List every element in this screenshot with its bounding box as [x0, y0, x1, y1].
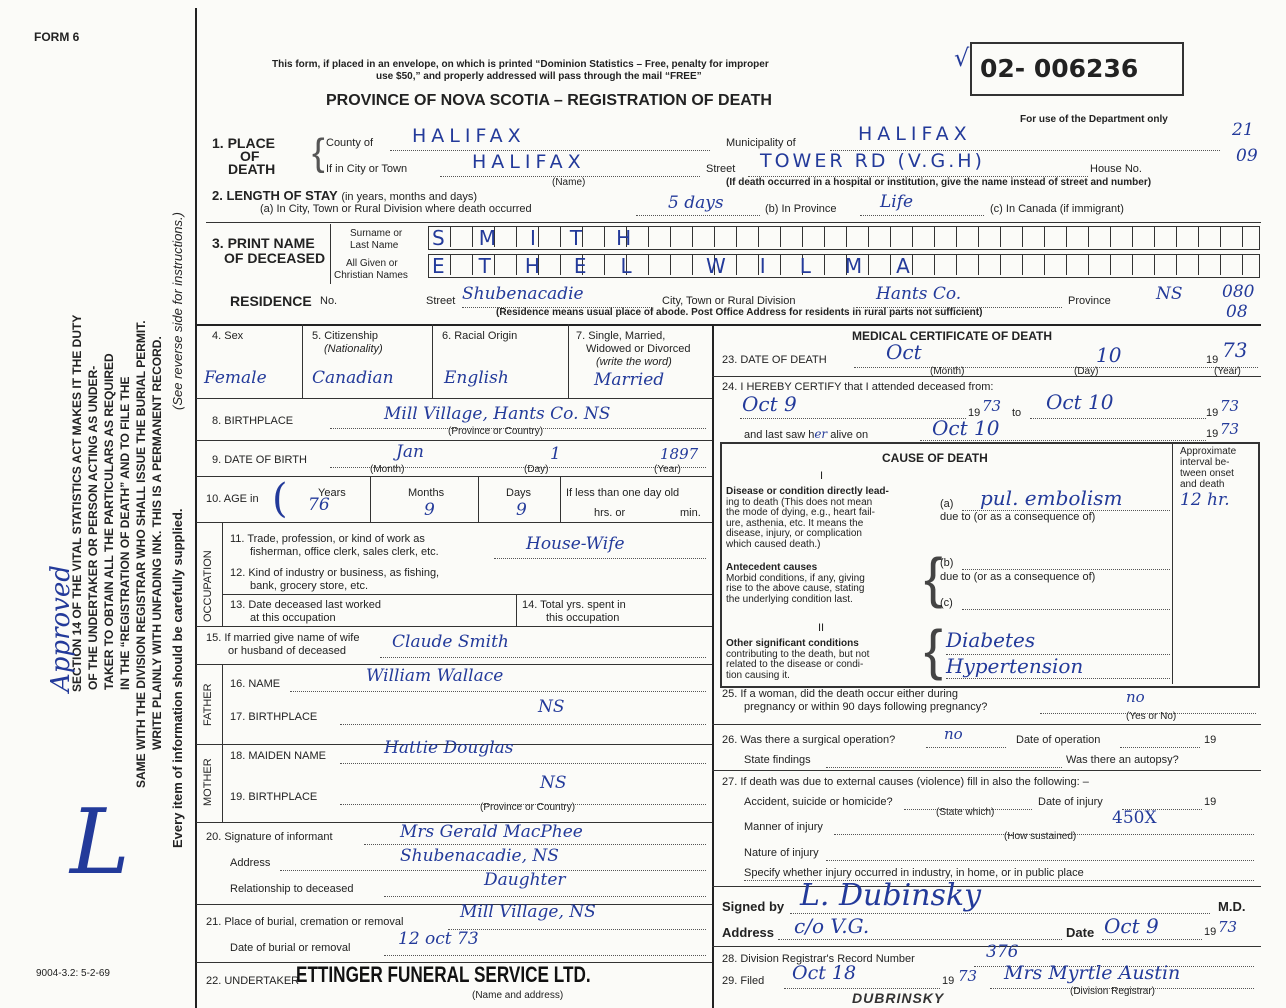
cause-b-line — [962, 569, 1170, 570]
last-worked-label-2: at this occupation — [250, 612, 336, 624]
direct-line-4: ure, asthenia, etc. It means the — [726, 517, 864, 529]
how-sustained-caption: (How sustained) — [1004, 831, 1077, 842]
row-14-bottom — [196, 626, 712, 627]
to-year-prefix: 19 — [1206, 407, 1219, 419]
alive-on-text: alive on — [830, 429, 869, 441]
q27-label: 27. If death was due to external causes (violence) fill in also the following: – — [722, 776, 1089, 788]
last-saw-year-prefix: 19 — [1206, 428, 1219, 440]
residence-city: Hants Co. — [876, 284, 962, 304]
record-number: 376 — [986, 942, 1019, 962]
main-top-rule — [196, 324, 1261, 326]
other-line-4: tion causing it. — [726, 669, 790, 681]
dod-label: 23. DATE OF DEATH — [722, 354, 827, 366]
surname-label-1: Surname or — [350, 228, 403, 239]
ante-line-2: Morbid conditions, if any, giving — [726, 572, 865, 584]
cause-title: CAUSE OF DEATH — [882, 451, 988, 465]
residence-no-label: No. — [320, 295, 338, 307]
mail-notice-1: This form, if placed in an envelope, on which is printed “Dominion Statistics – Free, penalty for improper — [272, 59, 769, 70]
q25-answer: no — [1126, 688, 1145, 706]
state-findings-line — [826, 767, 1062, 768]
interval-label-3: tween onset — [1180, 468, 1234, 479]
direct-line-3: the mode of dying, e.g., heart fail- — [726, 507, 875, 518]
cause-c-line — [962, 609, 1170, 610]
sex-label: 4. Sex — [212, 330, 244, 342]
margin-line-4: IN THE “REGISTRATION OF DEATH” AND TO FILE THE — [118, 376, 132, 690]
code-450x: 450X — [1112, 808, 1157, 828]
residence-street: Shubenacadie — [462, 284, 584, 304]
dob-year: 1897 — [660, 445, 699, 463]
spouse-label-1: 15. If married give name of wife — [206, 632, 360, 644]
city-value: HALIFAX — [472, 151, 586, 173]
row-8-bottom — [196, 440, 712, 441]
residence-label: RESIDENCE — [230, 293, 312, 309]
state-which-caption: (State which) — [936, 807, 995, 818]
dob-day-caption: (Day) — [524, 464, 549, 475]
other-line-1: Other significant conditions — [726, 638, 859, 649]
municipality-label: Municipality of — [726, 137, 796, 149]
div-months-days — [478, 476, 479, 522]
house-label: House No. — [1090, 163, 1142, 175]
yes-no-caption: (Yes or No) — [1126, 711, 1177, 722]
given-label-1: All Given or — [346, 258, 398, 269]
other-line-b — [946, 678, 1170, 679]
row-25-bottom — [712, 724, 1261, 725]
see-reverse-note: (See reverse side for instructions.) — [170, 212, 185, 410]
dod-year-caption: (Year) — [1214, 366, 1241, 377]
accident-label: Accident, suicide or homicide? — [744, 796, 893, 808]
street-value: TOWER RD (V.G.H) — [760, 150, 985, 172]
certify-label: 24. I HEREBY CERTIFY that I attended deceased from: — [722, 381, 994, 393]
days-label: Days — [506, 487, 532, 499]
physician-address-line — [778, 939, 1062, 940]
relationship-line — [384, 896, 706, 897]
margin-line-2: OF THE UNDERTAKER OR PERSON ACTING AS UNDER- — [86, 365, 100, 690]
dept-code-3: 080 — [1222, 282, 1255, 302]
last-saw-date: Oct 10 — [932, 416, 1000, 440]
form-number: FORM 6 — [34, 30, 80, 44]
stay-c-label: (c) In Canada (if immigrant) — [990, 203, 1124, 215]
surname-label-2: Last Name — [350, 240, 399, 251]
place-brace: { — [312, 132, 325, 174]
state-findings-label: State findings — [744, 754, 811, 766]
industry-label-1: 12. Kind of industry or business, as fishing, — [230, 567, 440, 579]
direct-cause-label — [726, 487, 889, 550]
dod-month-caption: (Month) — [930, 366, 965, 377]
informant-sig-line — [364, 844, 706, 845]
age-label: 10. AGE in — [206, 493, 259, 505]
roman-one: I — [820, 470, 824, 482]
initial-handwriting: L — [70, 790, 130, 895]
margin-line-1: SECTION 14 OF THE VITAL STATISTICS ACT MAKES IT THE DUTY — [70, 314, 84, 692]
stay-label-row — [212, 188, 477, 203]
operation-date-label: Date of operation — [1016, 734, 1101, 746]
last-saw-pronoun: er — [814, 427, 828, 441]
burial-date-label: Date of burial or removal — [230, 942, 351, 954]
years-label: Years — [318, 487, 346, 499]
form-title: PROVINCE OF NOVA SCOTIA – REGISTRATION OF DEATH — [326, 92, 772, 109]
row-4-bottom — [196, 398, 712, 399]
county-value: HALIFAX — [412, 125, 526, 147]
age-years: 76 — [308, 495, 330, 515]
informant-sig: Mrs Gerald MacPhee — [400, 822, 583, 842]
due-to-label-2: due to (or as a consequence of) — [940, 571, 1096, 583]
residence-city-label: City, Town or Rural Division — [662, 295, 796, 307]
father-birthplace-line — [340, 724, 706, 725]
burial-place: Mill Village, NS — [460, 902, 596, 922]
dob-label: 9. DATE OF BIRTH — [212, 454, 307, 466]
ante-line-1: Antecedent causes — [726, 562, 818, 573]
dob-month-caption: (Month) — [370, 464, 405, 475]
row-15-bottom — [196, 664, 712, 665]
div-5-6 — [432, 324, 433, 398]
dob-year-caption: (Year) — [654, 464, 681, 475]
industry-label-2: bank, grocery store, etc. — [250, 580, 368, 592]
direct-line-6: which caused death.) — [726, 538, 821, 550]
interval-label-1: Approximate — [1180, 446, 1237, 457]
interval-column-rule — [1172, 444, 1173, 684]
to-year: 73 — [1220, 397, 1240, 415]
residence-province-label: Province — [1068, 295, 1111, 307]
place-label-of: OF — [240, 148, 260, 164]
residence-province: NS — [1156, 284, 1183, 304]
medical-title: MEDICAL CERTIFICATE OF DEATH — [852, 329, 1052, 343]
antecedent-label — [726, 563, 865, 605]
mother-birthplace: NS — [540, 773, 567, 793]
father-birthplace-label: 17. BIRTHPLACE — [230, 711, 318, 723]
mother-birthplace-label: 19. BIRTHPLACE — [230, 791, 318, 803]
other-conditions-label — [726, 639, 869, 681]
relationship-label: Relationship to deceased — [230, 883, 354, 895]
last-saw-line — [920, 440, 1206, 441]
q26-answer: no — [944, 725, 963, 743]
relationship-value: Daughter — [484, 870, 566, 890]
approved-handwriting: Approved — [46, 565, 76, 692]
informant-address: Shubenacadie, NS — [400, 846, 559, 866]
div-years-months — [370, 476, 371, 522]
attended-from: Oct 9 — [742, 392, 797, 416]
surname-value: SMITH — [432, 226, 666, 250]
father-birthplace: NS — [538, 697, 565, 717]
q28-label: 28. Division Registrar's Record Number — [722, 953, 915, 965]
roman-two: II — [818, 622, 825, 634]
age-months: 9 — [424, 500, 435, 520]
name-top-rule — [206, 222, 1261, 223]
careful-note: Every item of information should be carefully supplied. — [170, 508, 185, 848]
from-year-prefix: 19 — [968, 407, 981, 419]
stay-a-line — [636, 215, 760, 216]
name-label-1: 3. PRINT NAME — [212, 235, 315, 251]
county-label: County of — [326, 137, 374, 149]
birthplace-label: 8. BIRTHPLACE — [212, 415, 294, 427]
residence-street-label: Street — [426, 295, 456, 307]
trade-label-1: 11. Trade, profession, or kind of work as — [230, 533, 425, 545]
dept-use-label: For use of the Department only — [1020, 114, 1168, 125]
attended-to: Oct 10 — [1046, 390, 1114, 414]
months-label: Months — [408, 487, 445, 499]
citizenship-sub: (Nationality) — [324, 343, 383, 355]
place-label: 1. PLACE — [212, 135, 276, 151]
burial-date: 12 oct 73 — [398, 929, 479, 949]
row-23-bottom — [712, 376, 1261, 377]
dod-day-caption: (Day) — [1074, 366, 1099, 377]
injury-date-label: Date of injury — [1038, 796, 1103, 808]
father-side-label: FATHER — [202, 683, 214, 726]
other-line-3: related to the disease or condi- — [726, 659, 864, 670]
registrar-signature: Mrs Myrtle Austin — [1004, 962, 1181, 984]
row-10-bottom — [196, 522, 712, 523]
trade-line — [494, 558, 706, 559]
mother-birthplace-caption: (Province or Country) — [480, 802, 576, 813]
direct-line-5: disease, injury, or complication — [726, 528, 862, 539]
registration-check: √ — [954, 44, 970, 72]
father-name-label: 16. NAME — [230, 678, 281, 690]
operation-date-line — [1120, 747, 1200, 748]
injury-year-prefix: 19 — [1204, 796, 1217, 808]
marital-label-3: (write the word) — [596, 356, 672, 368]
stay-b-label: (b) In Province — [765, 203, 837, 215]
dod-year-prefix: 19 — [1206, 354, 1219, 366]
marital-value: Married — [594, 370, 665, 390]
less-day-label: If less than one day old — [566, 487, 680, 499]
residence-note: (Residence means usual place of abode. Post Office Address for residents in rural parts not sufficient) — [496, 307, 983, 318]
cert-year-prefix: 19 — [1204, 926, 1217, 938]
informant-address-label: Address — [230, 857, 271, 869]
dob-day: 1 — [550, 444, 561, 464]
other-condition-2: Hypertension — [946, 654, 1084, 678]
signed-by-label: Signed by — [722, 899, 785, 914]
cause-a-label: (a) — [940, 498, 954, 510]
print-code: 9004-3.2: 5-2-69 — [36, 968, 110, 979]
birthplace-caption: (Province or Country) — [448, 426, 544, 437]
dob-month: Jan — [396, 442, 424, 462]
operation-year-prefix: 19 — [1204, 734, 1217, 746]
q29-label: 29. Filed — [722, 975, 765, 987]
citizenship-value: Canadian — [312, 368, 394, 388]
filed-date: Oct 18 — [792, 962, 857, 984]
q26-label: 26. Was there a surgical operation? — [722, 734, 896, 746]
citizenship-label: 5. Citizenship — [312, 330, 379, 342]
cert-year: 73 — [1218, 918, 1238, 936]
row-20-bottom — [196, 904, 712, 905]
to-line — [1030, 418, 1206, 419]
row-12-bottom — [222, 594, 712, 595]
autopsy-label: Was there an autopsy? — [1066, 754, 1179, 766]
md-label: M.D. — [1218, 899, 1246, 914]
due-to-label-1: due to (or as a consequence of) — [940, 511, 1096, 523]
specify-label: Specify whether injury occurred in industry, in home, or in public place — [744, 867, 1084, 879]
occupation-side-label: OCCUPATION — [202, 550, 214, 622]
row-27-bottom — [712, 886, 1261, 887]
undertaker-stamp: ETTINGER FUNERAL SERVICE LTD. — [296, 962, 591, 987]
physician-address: c/o V.G. — [794, 914, 870, 938]
from-year: 73 — [982, 397, 1002, 415]
mother-name: Hattie Douglas — [384, 738, 514, 758]
marital-label-2: Widowed or Divorced — [586, 343, 691, 355]
margin-line-3: TAKER TO OBTAIN ALL THE PARTICULARS AS REQUIRED — [102, 353, 116, 690]
dod-day: 10 — [1096, 343, 1122, 367]
q26-line — [926, 747, 1006, 748]
column-divider — [712, 324, 714, 1008]
q25-label-2: pregnancy or within 90 days following pregnancy? — [744, 701, 988, 713]
undertaker-label: 22. UNDERTAKER — [206, 975, 300, 987]
mother-name-line — [340, 763, 706, 764]
stay-a-label: (a) In City, Town or Rural Division where death occurred — [260, 203, 532, 215]
trade-value: House-Wife — [526, 534, 625, 554]
nature-line — [826, 860, 1254, 861]
filed-year-prefix: 19 — [942, 975, 955, 987]
last-saw-year: 73 — [1220, 420, 1240, 438]
ante-line-3: rise to the above cause, stating — [726, 583, 865, 594]
sex-value: Female — [204, 368, 267, 388]
racial-value: English — [444, 368, 509, 388]
margin-rule — [195, 8, 197, 1008]
informant-sig-label: 20. Signature of informant — [206, 831, 333, 843]
name-label-2: OF DECEASED — [224, 250, 326, 266]
row-26-bottom — [712, 770, 1261, 771]
hrs-label: hrs. or — [594, 507, 626, 519]
cert-date-label: Date — [1066, 925, 1095, 940]
father-side-rule — [222, 664, 223, 744]
birthplace-value: Mill Village, Hants Co. NS — [384, 404, 611, 424]
direct-line-1: Disease or condition directly lead- — [726, 486, 889, 497]
registration-number: 02- 006236 — [980, 54, 1139, 83]
direct-line-2: ing to death (This does not mean — [726, 496, 873, 508]
given-value: ETHEL WILMA — [432, 254, 944, 278]
marital-label-1: 7. Single, Married, — [576, 330, 666, 342]
father-name: William Wallace — [366, 666, 504, 686]
manner-label: Manner of injury — [744, 821, 823, 833]
interval-label-4: and death — [1180, 479, 1225, 490]
burial-place-line — [448, 929, 706, 930]
div-days-less — [560, 476, 561, 522]
spouse-line — [380, 657, 706, 658]
to-label: to — [1012, 407, 1022, 419]
name-label-divider — [330, 224, 331, 284]
div-4-5 — [302, 324, 303, 398]
filed-line — [784, 988, 940, 989]
stay-a-value: 5 days — [668, 193, 724, 213]
dept-code-4: 08 — [1226, 302, 1248, 322]
other-brace: { — [924, 618, 943, 681]
cause-c-label: (c) — [940, 597, 953, 609]
dept-code-2: 09 — [1236, 146, 1258, 166]
city-label: If in City or Town — [326, 163, 408, 175]
interval-label-2: interval be- — [1180, 457, 1230, 468]
spouse-value: Claude Smith — [392, 632, 509, 652]
racial-label: 6. Racial Origin — [442, 330, 518, 342]
trade-label-2: fisherman, office clerk, sales clerk, etc. — [250, 546, 439, 558]
q25-label-1: 25. If a woman, did the death occur either during — [722, 688, 959, 700]
cause-b-label: (b) — [940, 557, 954, 569]
occupation-side-rule — [222, 522, 223, 626]
physician-signature: L. Dubinsky — [800, 878, 982, 913]
stay-label: 2. LENGTH OF STAY — [212, 188, 338, 203]
age-bracket: ( — [272, 476, 288, 522]
place-label-death: DEATH — [228, 161, 276, 177]
burial-date-line — [384, 955, 706, 956]
dubinsky-print: DUBRINSKY — [852, 990, 945, 1006]
stay-b-value: Life — [880, 192, 914, 212]
nature-label: Nature of injury — [744, 847, 819, 859]
other-line-2: contributing to the death, but not — [726, 648, 870, 660]
mother-name-label: 18. MAIDEN NAME — [230, 750, 326, 762]
physician-address-label: Address — [722, 925, 775, 940]
filed-year: 73 — [958, 967, 978, 985]
given-label-2: Christian Names — [334, 270, 408, 281]
mail-notice-2: use $50,” and properly addressed will pass through the mail “FREE” — [376, 71, 702, 82]
stay-b-line — [860, 215, 984, 216]
cert-date: Oct 9 — [1104, 914, 1159, 938]
margin-line-5: SAME WITH THE DIVISION REGISTRAR WHO SHALL ISSUE THE BURIAL PERMIT. — [134, 320, 148, 788]
burial-place-label: 21. Place of burial, cremation or removal — [206, 916, 404, 928]
city-name-caption: (Name) — [552, 177, 586, 188]
ante-line-4: the underlying condition last. — [726, 593, 853, 605]
last-saw-text: and last saw h — [744, 429, 815, 441]
street-label: Street — [706, 163, 736, 175]
mother-side-label: MOTHER — [202, 758, 214, 806]
dod-month: Oct — [886, 340, 922, 364]
hospital-note: (If death occurred in a hospital or institution, give the name instead of street and number) — [726, 177, 1152, 188]
age-days: 9 — [516, 500, 527, 520]
mother-side-rule — [222, 744, 223, 822]
dod-year: 73 — [1222, 338, 1248, 362]
cause-a-interval: 12 hr. — [1180, 490, 1230, 510]
margin-line-6: WRITE PLAINLY WITH UNFADING INK. THIS IS A PERMANENT RECORD. — [150, 336, 164, 750]
div-13-14 — [516, 594, 517, 626]
spouse-label-2: or husband of deceased — [228, 645, 347, 657]
dod-line — [854, 367, 1258, 368]
total-years-label-1: 14. Total yrs. spent in — [522, 599, 626, 611]
stay-sub: (in years, months and days) — [341, 191, 478, 203]
undertaker-caption: (Name and address) — [472, 990, 564, 1001]
last-worked-label-1: 13. Date deceased last worked — [230, 599, 382, 611]
total-years-label-2: this occupation — [546, 612, 620, 624]
registration-number-box — [970, 42, 1184, 96]
cause-a-value: pul. embolism — [980, 486, 1123, 510]
other-condition-1: Diabetes — [946, 628, 1036, 652]
last-saw-label — [744, 427, 868, 441]
municipality-value: HALIFAX — [858, 123, 972, 145]
division-registrar-caption: (Division Registrar) — [1070, 986, 1156, 997]
antecedent-brace: { — [924, 546, 943, 609]
dept-code-1: 21 — [1232, 120, 1254, 140]
father-name-line — [290, 691, 706, 692]
min-label: min. — [680, 507, 701, 519]
cert-date-line — [1102, 939, 1202, 940]
div-6-7 — [568, 324, 569, 398]
